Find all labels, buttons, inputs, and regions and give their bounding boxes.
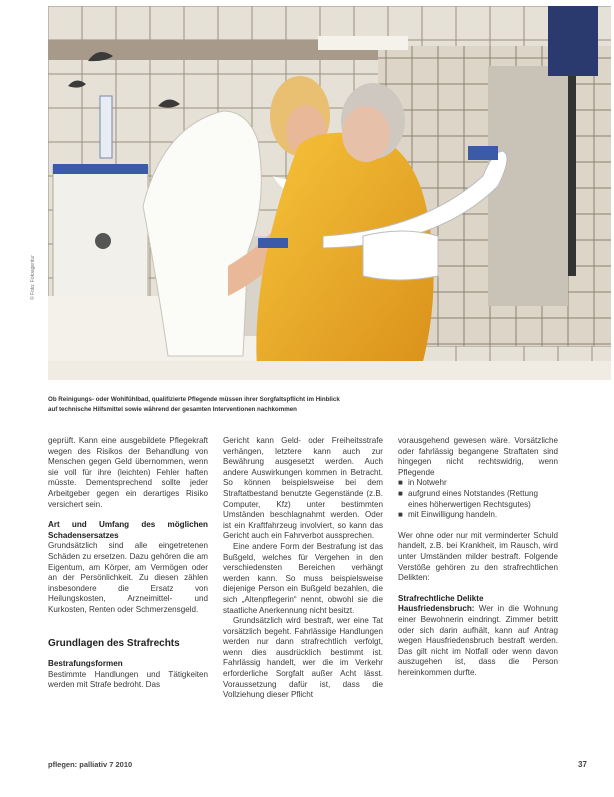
- paragraph: vorausgehend gewesen wäre. Vorsätzliche oder fahrlässig begangene Straftaten sind hingegen nicht rechtswidrig, wenn Pflegende: [398, 436, 558, 477]
- paragraph: Eine andere Form der Bestrafung ist das Bußgeld, welches für Vergehen in den verschiedensten Bereichen verhängt werden kann. So muss beispielsweise diejenige Person ein Bußgeld bezahlen, die sich „Altenpflegerin“ nennt, obwohl sie die staatliche Anerkennung nicht besitzt.: [223, 541, 383, 615]
- trespass-text: Wer in die Wohnung einer Bewohnerin eindringt. Zimmer betritt oder sich darin aufhält, kann auf Antrag wegen Hausfriedensbruch bestraft werden. Das gilt nicht im Notfall oder wenn davon auszugehen ist, dass die Person hereinkommen durfte.: [398, 604, 558, 677]
- paragraph: Bestimmte Handlungen und Tätigkeiten werden mit Strafe bedroht. Das: [48, 669, 208, 690]
- text-column-3: [398, 436, 558, 678]
- list-item: ■ mit Einwilligung handeln.: [398, 510, 498, 520]
- paragraph: Grundsätzlich wird bestraft, wer eine Tat vorsätzlich begeht. Fahrlässige Handlungen werden nur dann strafrechtlich verfolgt, wenn dies ausdrücklich bestimmt ist. Fahrlässig handelt, wer die im Verkehr erforderliche Sorgfalt außer Acht lässt. Voraussetzung dafür ist, dass die Vollziehung dieser Pflicht: [223, 616, 383, 700]
- paragraph: Wer ohne oder nur mit verminderter Schuld handelt, z.B. bei Krankheit, im Rausch, wird unter Umständen milder bestraft. Folgende Verstöße gehören zu den strafrechtlichen Delikten:: [398, 530, 558, 583]
- text-column-1: [48, 436, 208, 691]
- paragraph: Gericht kann Geld- oder Freiheitsstrafe verhängen, letztere kann auch zur Bewährung ausgesetzt werden. Auch andere Auswirkungen kommen in Betracht. So können beispielsweise bei dem Straftatbestand benutzte Gegenstände (z.B. Computer, Kfz) unter bestimmten Umständen beschlagnahmt werden. Oder ist ein Kraftfahrzeug involviert, so kann das Gericht auch ein Fahrverbot aussprechen.: [223, 436, 383, 541]
- bullet-square-icon: ■: [398, 488, 403, 498]
- subheading-damages: Art und Umfang des möglichen Schadensersatzes: [48, 520, 208, 540]
- photo-nurse-washing-elderly-woman: [48, 6, 611, 380]
- article-photo: [48, 6, 611, 380]
- caption-line-1: Ob Reinigungs- oder Wohlfühlbad, qualifizierte Pflegende müssen ihrer Sorgfaltspflicht im Hinblick: [48, 396, 340, 403]
- list-item: ■ in Notwehr: [398, 478, 447, 488]
- bullet-square-icon: ■: [398, 478, 403, 488]
- paragraph: geprüft. Kann eine ausgebildete Pflegekraft wegen des Risikos der Behandlung von Menschen gegen Geld übernommen, wenn sie voll für ihre (leichten) Fehler haften müsste. Dementsprechend sollte jeder Arbeitgeber gegen ein derartiges Risiko versichert sein.: [48, 436, 208, 509]
- section-heading-criminal-law: Grundlagen des Strafrechts: [48, 637, 180, 649]
- subheading-punishment-forms: Bestrafungsformen: [48, 659, 123, 669]
- page-number: 37: [578, 760, 587, 769]
- text-column-2: [223, 436, 383, 701]
- journal-footer: pflegen: palliativ 7 2010: [48, 760, 133, 769]
- term-trespass: Hausfriedensbruch:: [398, 604, 475, 614]
- photo-caption: [48, 395, 468, 415]
- bullet-square-icon: ■: [398, 510, 403, 520]
- paragraph: Grundsätzlich sind alle eingetretenen Schäden zu ersetzen. Dazu gehören die am Eigentum, am Körper, am Vermögen oder an der Persönlichkeit. Zu diesen zählen insbesondere die Ersatz von Heilungskosten, Arzneimittel- und Kurkosten, Renten oder Schmerzensgeld.: [48, 541, 208, 614]
- bullet-list: [398, 478, 558, 520]
- photo-credit: © Foto: Fotoagentur: [30, 255, 36, 300]
- list-item: ■ aufgrund eines Notstandes (Rettung eines höherwertigen Rechtsgutes): [398, 488, 539, 509]
- subheading-criminal-offenses: Strafrechtliche Delikte: [398, 593, 484, 603]
- paragraph: [398, 604, 558, 678]
- caption-line-2: auf technische Hilfsmittel sowie während der gesamten Interventionen nachkommen: [48, 406, 297, 413]
